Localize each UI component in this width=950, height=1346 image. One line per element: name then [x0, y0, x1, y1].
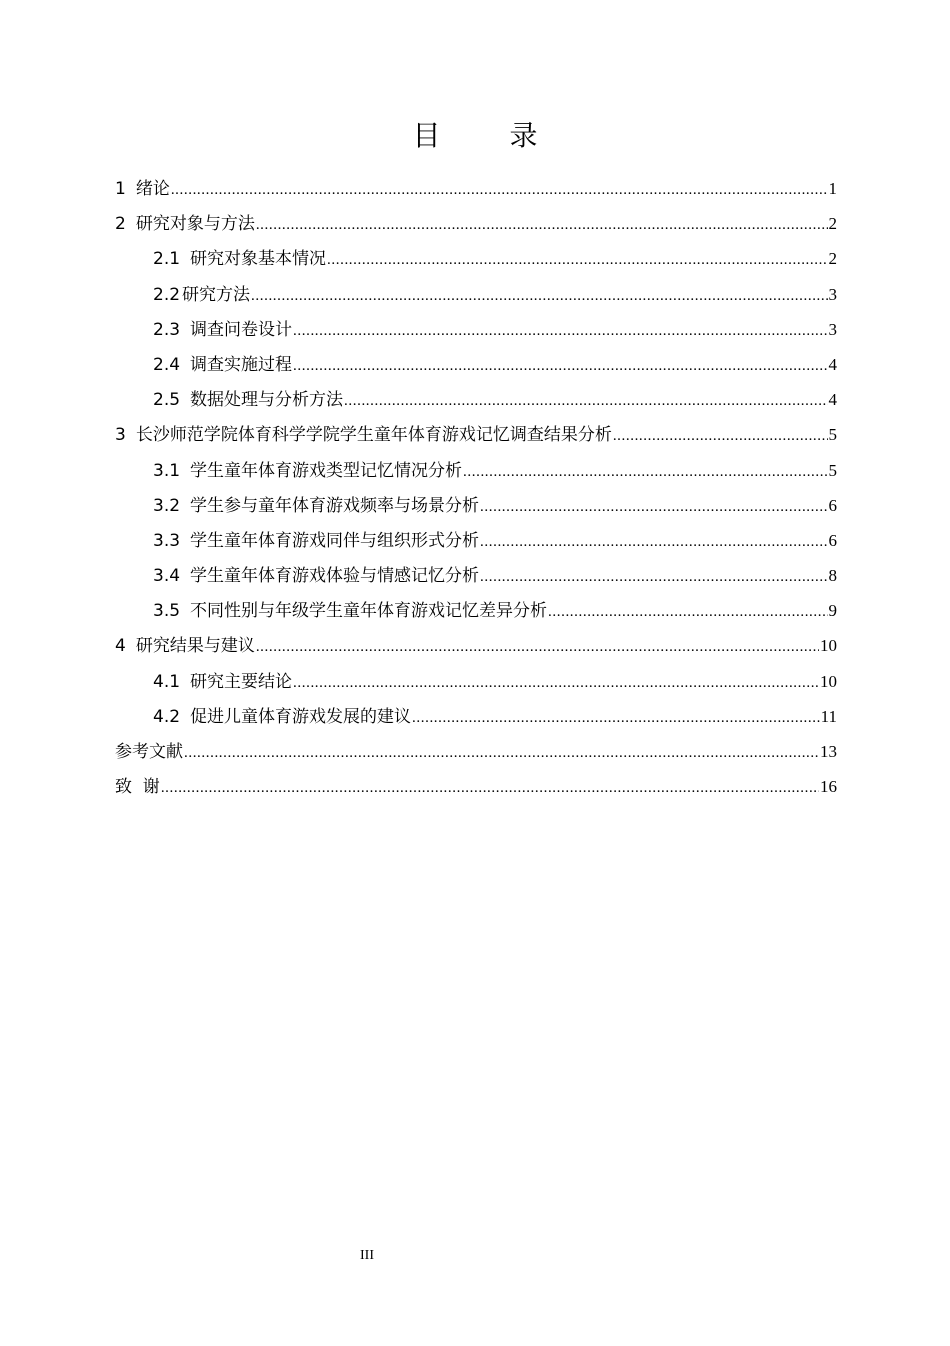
- entry-page-number: 4: [828, 354, 837, 374]
- entry-label: [153, 383, 343, 418]
- entry-title: 研究主要结论: [190, 671, 293, 692]
- footer-page-number: III: [360, 1248, 374, 1263]
- toc-entry[interactable]: [115, 417, 837, 452]
- entry-page-number: 16: [820, 777, 837, 797]
- entry-label: [153, 454, 462, 489]
- entry-title: 学生童年体育游戏体验与情感记忆分析: [190, 566, 480, 587]
- entry-page-number: 10: [820, 636, 837, 656]
- dot-leader: [480, 490, 827, 525]
- toc-entry[interactable]: [115, 453, 837, 488]
- entry-page-number: 9: [828, 601, 837, 621]
- entry-title: 研究对象与方法: [135, 214, 255, 235]
- toc-title: 目 录: [412, 119, 568, 152]
- dot-leader: [293, 349, 827, 384]
- dot-leader: [548, 595, 827, 630]
- entry-title: 促进儿童体育游戏发展的建议: [190, 706, 412, 727]
- entry-label: [153, 489, 479, 524]
- entry-number: 2.4: [153, 354, 181, 375]
- entry-title: 调查实施过程: [190, 354, 293, 375]
- toc-entry[interactable]: [115, 558, 837, 593]
- dot-leader: [256, 630, 819, 665]
- entry-label: [153, 700, 411, 735]
- entry-number: 2: [115, 214, 126, 235]
- entry-title: 数据处理与分析方法: [190, 390, 344, 411]
- entry-title: 不同性别与年级学生童年体育游戏记忆差异分析: [190, 601, 548, 622]
- entry-page-number: 4: [828, 390, 837, 410]
- toc-entry[interactable]: [115, 699, 837, 734]
- entry-number: 2.2: [153, 284, 181, 305]
- toc-entry[interactable]: [115, 769, 837, 804]
- toc-entry[interactable]: [115, 664, 837, 699]
- entry-title: 调查问卷设计: [190, 319, 293, 340]
- dot-leader: [161, 771, 819, 806]
- toc-entry[interactable]: [115, 593, 837, 628]
- entry-number: 2.5: [153, 390, 181, 411]
- entry-page-number: 8: [828, 566, 837, 586]
- entry-label: [153, 559, 479, 594]
- entry-page-number: 1: [828, 179, 837, 198]
- dot-leader: [480, 560, 827, 595]
- toc-entry[interactable]: [115, 382, 837, 417]
- entry-title: 参考文献: [115, 742, 183, 762]
- entry-title: 致 谢: [115, 777, 160, 798]
- entry-label: [153, 524, 479, 559]
- entry-label: [115, 418, 612, 453]
- dot-leader: [293, 314, 827, 349]
- entry-label: [153, 278, 250, 313]
- entry-page-number: 10: [820, 671, 837, 691]
- entry-page-number: 3: [828, 319, 837, 339]
- entry-title: 研究结果与建议: [135, 636, 255, 657]
- dot-leader: [613, 419, 828, 454]
- entry-title: 绪论: [135, 179, 170, 199]
- dot-leader: [256, 208, 828, 243]
- entry-number: 2.1: [153, 249, 181, 270]
- dot-leader: [251, 279, 827, 314]
- entry-label: [153, 665, 292, 700]
- dot-leader: [412, 701, 820, 736]
- entry-page-number: 3: [828, 284, 837, 304]
- entry-title: 学生参与童年体育游戏频率与场景分析: [190, 495, 480, 516]
- toc-entry[interactable]: [115, 734, 837, 769]
- entry-number: 4.2: [153, 706, 181, 727]
- entry-page-number: 6: [828, 530, 837, 550]
- entry-label: [115, 735, 183, 770]
- entry-label: [153, 594, 547, 629]
- entry-page-number: 5: [828, 425, 837, 445]
- dot-leader: [171, 173, 828, 208]
- entry-label: [153, 348, 292, 383]
- toc-entry[interactable]: [115, 523, 837, 558]
- entry-page-number: 13: [820, 742, 837, 761]
- toc-entry[interactable]: [115, 628, 837, 663]
- toc-entry[interactable]: [115, 347, 837, 382]
- entry-label: [115, 207, 255, 242]
- dot-leader: [480, 525, 827, 560]
- entry-label: [153, 313, 292, 348]
- dot-leader: [344, 384, 827, 419]
- toc-entry[interactable]: [115, 171, 837, 206]
- entry-title: 长沙师范学院体育科学学院学生童年体育游戏记忆调查结果分析: [135, 425, 612, 446]
- entry-number: 4: [115, 636, 126, 657]
- entry-title: 学生童年体育游戏类型记忆情况分析: [190, 460, 463, 481]
- entry-label: [115, 172, 170, 207]
- toc-entry[interactable]: [115, 488, 837, 523]
- entry-number: 3.2: [153, 495, 181, 516]
- entry-number: 4.1: [153, 671, 181, 692]
- entry-number: 3.1: [153, 460, 181, 481]
- dot-leader: [327, 243, 827, 278]
- toc-entry[interactable]: [115, 241, 837, 276]
- entry-page-number: 5: [828, 460, 837, 480]
- dot-leader: [184, 736, 819, 771]
- entry-number: 2.3: [153, 319, 181, 340]
- entry-page-number: 6: [828, 495, 837, 515]
- toc-list: [115, 171, 837, 804]
- entry-number: 1: [115, 179, 126, 199]
- entry-number: 3.4: [153, 566, 181, 587]
- entry-page-number: 11: [820, 706, 837, 726]
- entry-number: 3.3: [153, 530, 181, 551]
- entry-label: [115, 629, 255, 664]
- dot-leader: [293, 666, 819, 701]
- toc-entry[interactable]: [115, 206, 837, 241]
- entry-number: 3: [115, 425, 126, 446]
- entry-label: [153, 242, 326, 277]
- entry-title: 学生童年体育游戏同伴与组织形式分析: [190, 530, 480, 551]
- entry-title: 研究对象基本情况: [190, 249, 327, 270]
- toc-entry[interactable]: [115, 277, 837, 312]
- entry-number: 3.5: [153, 601, 181, 622]
- dot-leader: [463, 455, 827, 490]
- toc-entry[interactable]: [115, 312, 837, 347]
- entry-page-number: 2: [828, 214, 837, 234]
- entry-title: 研究方法: [182, 284, 251, 305]
- entry-label: [115, 770, 160, 805]
- entry-page-number: 2: [828, 249, 837, 269]
